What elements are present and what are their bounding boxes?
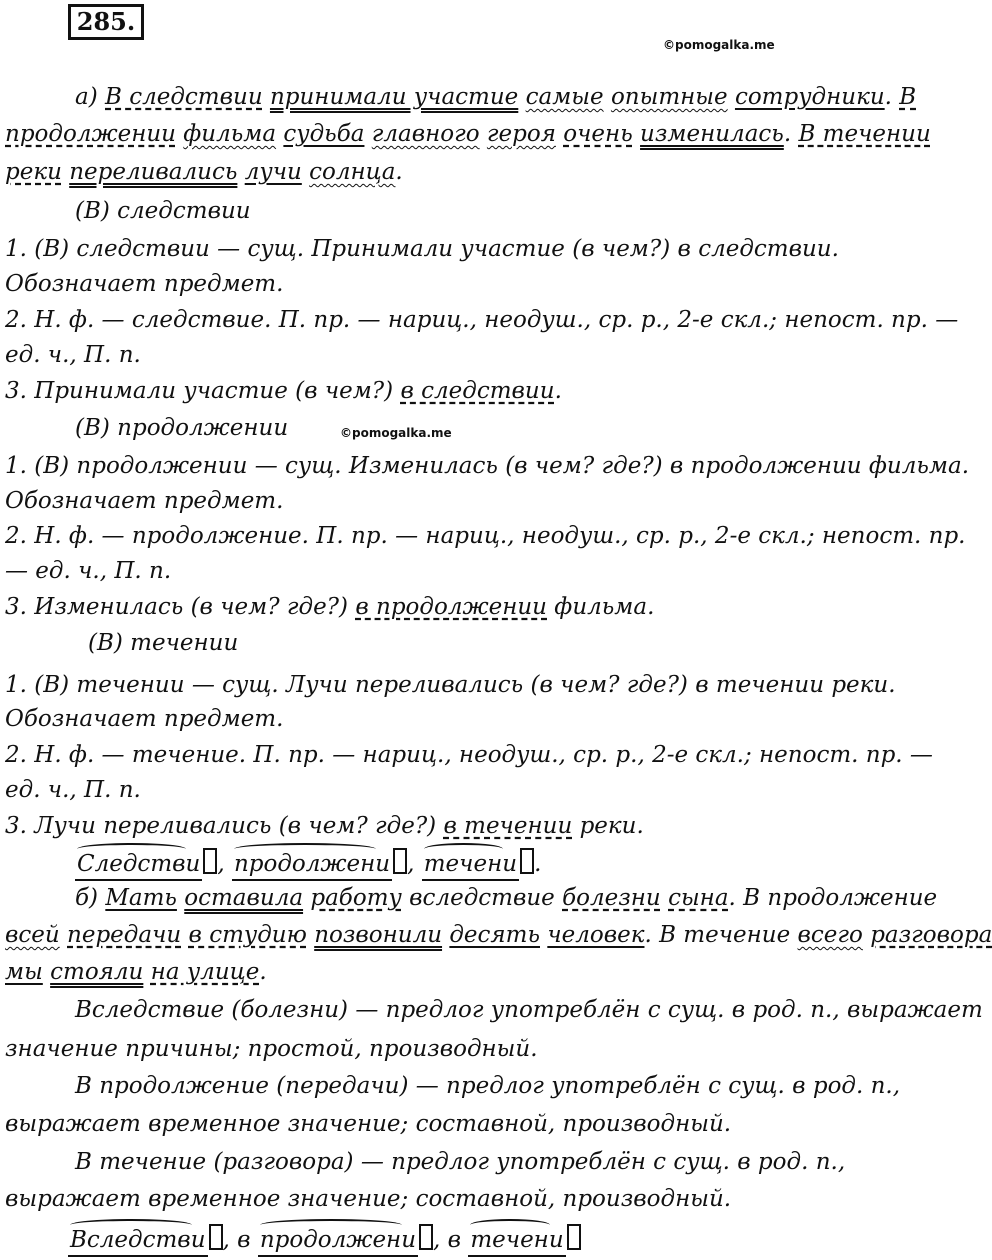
watermark: ©pomogalka.me (340, 426, 452, 440)
a-line-1 (75, 82, 916, 114)
morpheme-word: продолжени (232, 849, 392, 881)
text-span: в студию (188, 922, 307, 948)
ending-box (209, 1224, 223, 1250)
morpheme-word: течени (422, 849, 519, 881)
b-line-2 (5, 920, 992, 952)
text-span: , (407, 851, 422, 877)
text-span: продолжении (5, 121, 176, 147)
s2-head: (В) продолжении (75, 415, 289, 441)
text-span: в продолжении (355, 594, 547, 620)
text-span: . (534, 851, 542, 877)
watermark: ©pomogalka.me (663, 38, 775, 52)
b-p3-line-2: выражает временное значение; составной, производный. (5, 1186, 732, 1212)
text-span: реки (5, 159, 62, 185)
text-span: солнца (309, 159, 396, 185)
text-span: . (783, 121, 799, 147)
s2-line-3: 2. Н. ф. — продолжение. П. пр. — нариц., неодуш., ср. р., 2-е скл.; непост. пр. (5, 523, 966, 549)
text-span: очень (563, 121, 633, 147)
morpheme-word: продолжени (258, 1225, 418, 1257)
s3-line-3: 2. Н. ф. — течение. П. пр. — нариц., неодуш., ср. р., 2-е скл.; непост. пр. — (5, 742, 933, 768)
text-span: изменилась (640, 121, 784, 147)
text-span: сына (668, 885, 729, 911)
a-line-2 (5, 119, 931, 151)
s2-line-2: Обозначает предмет. (5, 488, 284, 514)
text-span: мы (5, 959, 43, 985)
text-span: . (554, 378, 562, 404)
text-span: В (899, 84, 917, 110)
b-p3-line-1: В течение (разговора) — предлог употреблён с сущ. в род. п., (75, 1149, 846, 1175)
ending-box (419, 1224, 433, 1250)
morpheme-word: течени (468, 1225, 565, 1257)
text-span: сотрудники (734, 84, 885, 110)
a-line-3 (5, 157, 403, 189)
text-span: . В течение (644, 922, 798, 948)
text-span: работу (310, 885, 402, 911)
word: В следствии (105, 84, 263, 110)
s1-line-5 (5, 376, 562, 408)
text-span: 3. Принимали участие (в чем?) (5, 378, 401, 404)
s2-line-4: — ед. ч., П. п. (5, 558, 172, 584)
text-span: позвонили (314, 922, 443, 948)
text-span: болезни (562, 885, 661, 911)
text-span: 3. Изменилась (в чем? где?) (5, 594, 356, 620)
text-span: В течении (798, 121, 931, 147)
b-line-3 (5, 957, 267, 989)
ending-box (203, 848, 217, 874)
b-p2-line-1: В продолжение (передачи) — предлог употреблён с сущ. в род. п., (75, 1073, 901, 1099)
text-span: на улице (150, 959, 260, 985)
b-p1-line-1: Вследствие (болезни) — предлог употреблён с сущ. в род. п., выражает (75, 997, 983, 1023)
text-span: , в (433, 1227, 469, 1253)
text-span: переливались (69, 159, 238, 185)
text-span: опытные (610, 84, 728, 110)
text-span: . (259, 959, 267, 985)
text-span: героя (486, 121, 556, 147)
s3-line-5 (5, 811, 644, 843)
text-span: в течении (443, 813, 573, 839)
s3-line-4: ед. ч., П. п. (5, 777, 141, 803)
text-span: человек (547, 922, 645, 948)
s2-line-1: 1. (В) продолжении — сущ. Изменилась (в чем? где?) в продолжении фильма. (5, 453, 970, 479)
text-span: стояли (50, 959, 144, 985)
morpheme-word: Вследстви (68, 1225, 208, 1257)
text-span: реки. (572, 813, 644, 839)
text-span: десять (449, 922, 540, 948)
b-p1-line-2: значение причины; простой, производный. (5, 1036, 538, 1062)
s3-head: (В) течении (88, 630, 239, 656)
s2-line-5 (5, 592, 654, 624)
text-span: . (884, 84, 900, 110)
text-span: принимали участие (269, 84, 519, 110)
text-span: фильма (183, 121, 277, 147)
ending-box (567, 1224, 581, 1250)
s1-head: (В) следствии (75, 198, 251, 224)
exercise-number: 285. (68, 4, 144, 40)
morpheme-line-b (68, 1224, 581, 1256)
s3-line-1: 1. (В) течении — сущ. Лучи переливались (в чем? где?) в течении реки. (5, 672, 896, 698)
b-line-1 (75, 883, 937, 915)
text-span: всего (797, 922, 863, 948)
text-span: 3. Лучи переливались (в чем? где?) (5, 813, 444, 839)
text-span: главного (371, 121, 480, 147)
text-span: всей (5, 922, 60, 948)
text-span: . (395, 159, 403, 185)
text-span: а) (75, 84, 105, 110)
text-span: , (217, 851, 232, 877)
text-span: в следствии (400, 378, 555, 404)
text-span: Мать (105, 885, 177, 911)
morpheme-word: Следстви (75, 849, 202, 881)
s1-line-3: 2. Н. ф. — следствие. П. пр. — нариц., неодуш., ср. р., 2-е скл.; непост. пр. — (5, 307, 959, 333)
b-p2-line-2: выражает временное значение; составной, производный. (5, 1111, 732, 1137)
text-span: оставила (184, 885, 304, 911)
s3-line-2: Обозначает предмет. (5, 706, 284, 732)
text-span: . В продолжение (728, 885, 938, 911)
text-span: лучи (244, 159, 302, 185)
text-span: , в (222, 1227, 258, 1253)
text-span: самые (525, 84, 604, 110)
text-span: б) (75, 885, 106, 911)
text-span: разговора (870, 922, 992, 948)
ending-box (520, 848, 534, 874)
text-span: передачи (67, 922, 182, 948)
s1-line-1: 1. (В) следствии — сущ. Принимали участие (в чем?) в следствии. (5, 236, 839, 262)
s1-line-4: ед. ч., П. п. (5, 342, 141, 368)
morpheme-line-a (75, 848, 541, 880)
text-span: фильма. (547, 594, 655, 620)
s1-line-2: Обозначает предмет. (5, 271, 284, 297)
text-span: вследствие (401, 885, 563, 911)
ending-box (393, 848, 407, 874)
text-span: судьба (283, 121, 365, 147)
